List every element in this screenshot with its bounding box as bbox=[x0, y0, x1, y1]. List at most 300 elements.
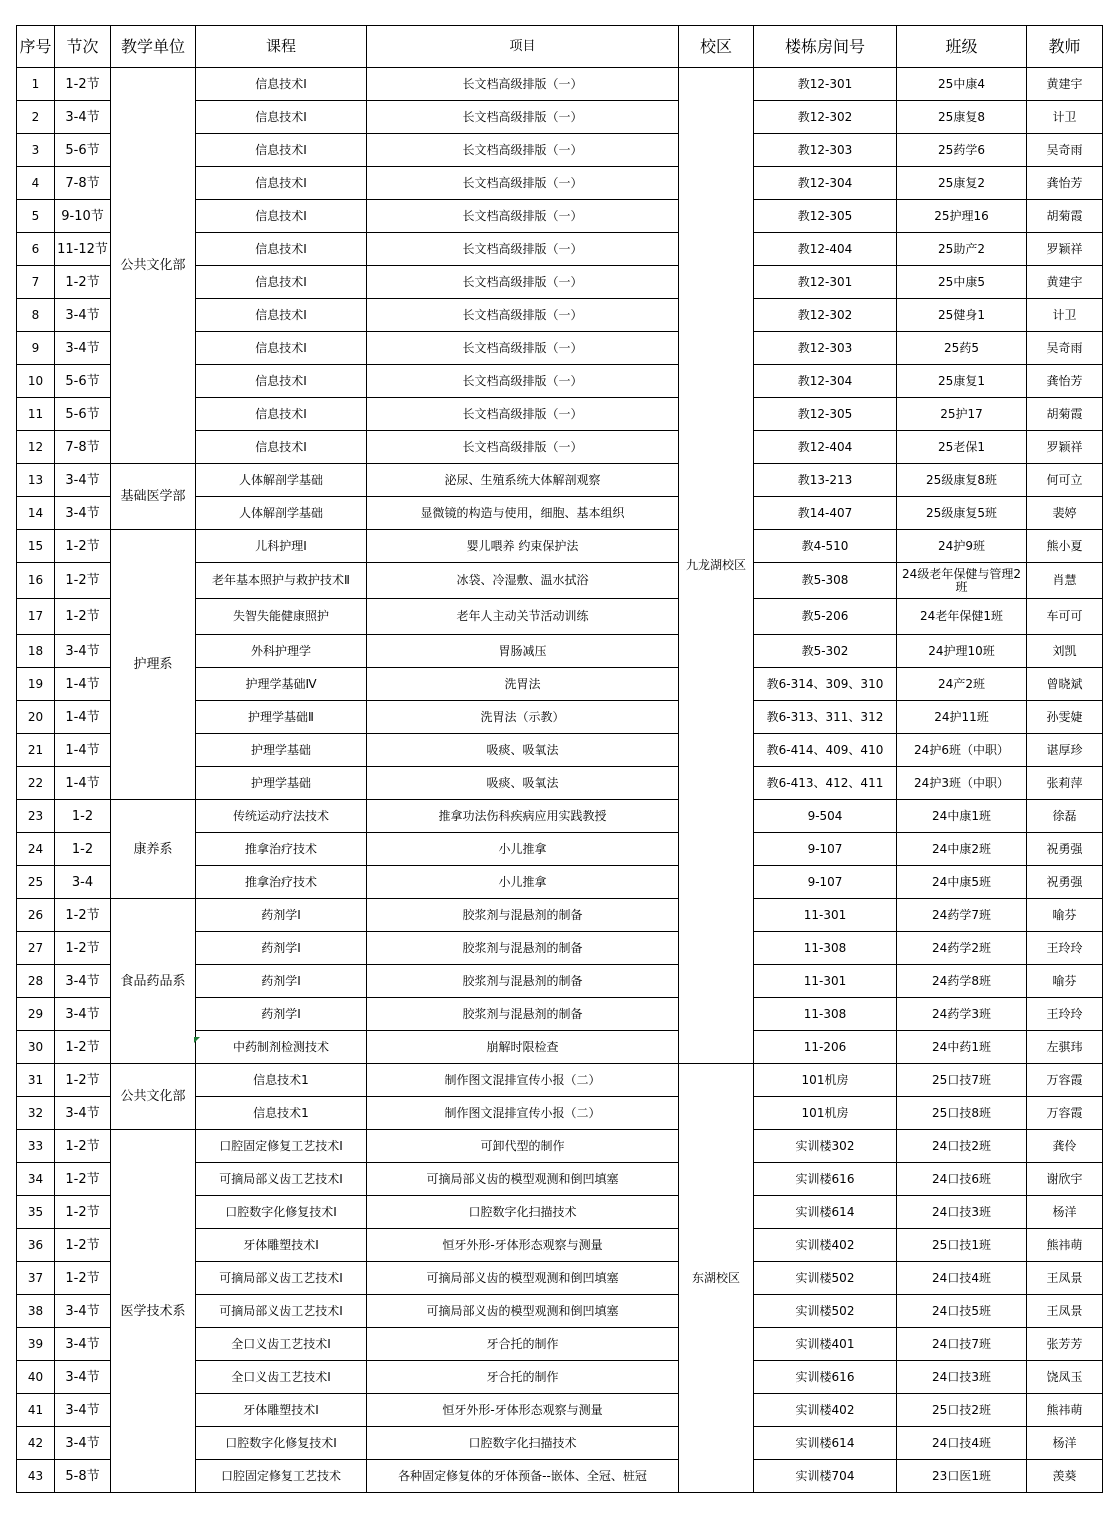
room-cell: 教12-305 bbox=[754, 398, 897, 431]
project-cell: 牙合托的制作 bbox=[367, 1361, 679, 1394]
teacher-cell: 刘凯 bbox=[1027, 635, 1103, 668]
course-cell: 信息技术Ⅰ bbox=[196, 167, 367, 200]
teacher-cell: 张莉萍 bbox=[1027, 767, 1103, 800]
period-cell: 3-4节 bbox=[55, 101, 111, 134]
period-cell: 3-4节 bbox=[55, 332, 111, 365]
project-cell: 长文档高级排版（一） bbox=[367, 299, 679, 332]
period-cell: 1-4节 bbox=[55, 734, 111, 767]
header-campus: 校区 bbox=[679, 26, 754, 68]
header-period: 节次 bbox=[55, 26, 111, 68]
period-cell: 1-2节 bbox=[55, 1196, 111, 1229]
period-cell: 3-4节 bbox=[55, 998, 111, 1031]
unit-cell: 护理系 bbox=[111, 530, 196, 800]
course-cell: 信息技术Ⅰ bbox=[196, 398, 367, 431]
period-cell: 9-10节 bbox=[55, 200, 111, 233]
project-cell: 可摘局部义齿的模型观测和倒凹填塞 bbox=[367, 1295, 679, 1328]
class-cell: 24中康2班 bbox=[897, 833, 1027, 866]
header-no: 序号 bbox=[17, 26, 55, 68]
room-cell: 101机房 bbox=[754, 1064, 897, 1097]
class-cell: 25中康5 bbox=[897, 266, 1027, 299]
project-cell: 显微镜的构造与使用，细胞、基本组织 bbox=[367, 497, 679, 530]
row-number: 20 bbox=[17, 701, 55, 734]
course-cell: 儿科护理I bbox=[196, 530, 367, 563]
class-cell: 24口技4班 bbox=[897, 1427, 1027, 1460]
period-cell: 1-2节 bbox=[55, 1163, 111, 1196]
teacher-cell: 吴奇雨 bbox=[1027, 332, 1103, 365]
room-cell: 实训楼402 bbox=[754, 1229, 897, 1262]
project-cell: 制作图文混排宣传小报（二） bbox=[367, 1064, 679, 1097]
project-cell: 长文档高级排版（一） bbox=[367, 200, 679, 233]
class-cell: 24中康5班 bbox=[897, 866, 1027, 899]
row-number: 11 bbox=[17, 398, 55, 431]
room-cell: 101机房 bbox=[754, 1097, 897, 1130]
teacher-cell: 羡葵 bbox=[1027, 1460, 1103, 1493]
period-cell: 1-4节 bbox=[55, 767, 111, 800]
period-cell: 1-2节 bbox=[55, 1262, 111, 1295]
teacher-cell: 龚怡芳 bbox=[1027, 167, 1103, 200]
course-cell: 全口义齿工艺技术I bbox=[196, 1361, 367, 1394]
period-cell: 1-4节 bbox=[55, 701, 111, 734]
period-cell: 1-2节 bbox=[55, 1130, 111, 1163]
row-number: 30 bbox=[17, 1031, 55, 1064]
project-cell: 口腔数字化扫描技术 bbox=[367, 1196, 679, 1229]
table-row bbox=[17, 1130, 1103, 1163]
teacher-cell: 熊小夏 bbox=[1027, 530, 1103, 563]
teacher-cell: 万容霞 bbox=[1027, 1097, 1103, 1130]
teacher-cell: 杨洋 bbox=[1027, 1427, 1103, 1460]
course-cell: 老年基本照护与救护技术Ⅱ bbox=[196, 563, 367, 599]
period-cell: 3-4节 bbox=[55, 1361, 111, 1394]
row-number: 38 bbox=[17, 1295, 55, 1328]
course-cell: 信息技术Ⅰ bbox=[196, 365, 367, 398]
course-cell: 牙体雕塑技术I bbox=[196, 1394, 367, 1427]
period-cell: 3-4 bbox=[55, 866, 111, 899]
course-cell: 失智失能健康照护 bbox=[196, 599, 367, 635]
course-cell: 人体解剖学基础 bbox=[196, 497, 367, 530]
class-cell: 24药学3班 bbox=[897, 998, 1027, 1031]
project-cell: 洗胃法 bbox=[367, 668, 679, 701]
header-teacher: 教师 bbox=[1027, 26, 1103, 68]
period-cell: 1-2节 bbox=[55, 68, 111, 101]
campus-cell: 九龙湖校区 bbox=[679, 68, 754, 1064]
project-cell: 老年人主动关节活动训练 bbox=[367, 599, 679, 635]
room-cell: 实训楼614 bbox=[754, 1196, 897, 1229]
class-cell: 25口技2班 bbox=[897, 1394, 1027, 1427]
project-cell: 推拿功法伤科疾病应用实践教授 bbox=[367, 800, 679, 833]
row-number: 13 bbox=[17, 464, 55, 497]
teacher-cell: 黄建宇 bbox=[1027, 266, 1103, 299]
period-cell: 3-4节 bbox=[55, 1427, 111, 1460]
course-cell: 药剂学I bbox=[196, 998, 367, 1031]
header-room: 楼栋房间号 bbox=[754, 26, 897, 68]
course-cell: 药剂学I bbox=[196, 965, 367, 998]
class-cell: 25级康复8班 bbox=[897, 464, 1027, 497]
course-cell: 信息技术1 bbox=[196, 1064, 367, 1097]
row-number: 39 bbox=[17, 1328, 55, 1361]
row-number: 7 bbox=[17, 266, 55, 299]
teacher-cell: 黄建宇 bbox=[1027, 68, 1103, 101]
room-cell: 教13-213 bbox=[754, 464, 897, 497]
period-cell: 3-4节 bbox=[55, 464, 111, 497]
room-cell: 教12-404 bbox=[754, 431, 897, 464]
class-cell: 25健身1 bbox=[897, 299, 1027, 332]
table-row bbox=[17, 464, 1103, 497]
course-cell: 可摘局部义齿工艺技术I bbox=[196, 1295, 367, 1328]
room-cell: 教12-302 bbox=[754, 101, 897, 134]
project-cell: 牙合托的制作 bbox=[367, 1328, 679, 1361]
row-number: 33 bbox=[17, 1130, 55, 1163]
class-cell: 24级老年保健与管理2班 bbox=[897, 563, 1027, 599]
project-cell: 长文档高级排版（一） bbox=[367, 431, 679, 464]
class-cell: 25口技7班 bbox=[897, 1064, 1027, 1097]
project-cell: 长文档高级排版（一） bbox=[367, 233, 679, 266]
class-cell: 23口医1班 bbox=[897, 1460, 1027, 1493]
class-cell: 24口技7班 bbox=[897, 1328, 1027, 1361]
period-cell: 3-4节 bbox=[55, 635, 111, 668]
row-number: 23 bbox=[17, 800, 55, 833]
row-number: 1 bbox=[17, 68, 55, 101]
room-cell: 实训楼402 bbox=[754, 1394, 897, 1427]
course-cell: 信息技术Ⅰ bbox=[196, 431, 367, 464]
room-cell: 实训楼502 bbox=[754, 1262, 897, 1295]
course-cell: 信息技术Ⅰ bbox=[196, 101, 367, 134]
room-cell: 实训楼401 bbox=[754, 1328, 897, 1361]
project-cell: 胶浆剂与混悬剂的制备 bbox=[367, 965, 679, 998]
teacher-cell: 罗颖祥 bbox=[1027, 431, 1103, 464]
teacher-cell: 熊祎萌 bbox=[1027, 1229, 1103, 1262]
room-cell: 教5-308 bbox=[754, 563, 897, 599]
class-cell: 25口技8班 bbox=[897, 1097, 1027, 1130]
unit-cell: 公共文化部 bbox=[111, 68, 196, 464]
project-cell: 可卸代型的制作 bbox=[367, 1130, 679, 1163]
period-cell: 1-2节 bbox=[55, 1064, 111, 1097]
teacher-cell: 孙雯婕 bbox=[1027, 701, 1103, 734]
row-number: 25 bbox=[17, 866, 55, 899]
table-row bbox=[17, 899, 1103, 932]
row-number: 27 bbox=[17, 932, 55, 965]
project-cell: 小儿推拿 bbox=[367, 833, 679, 866]
course-cell: 护理学基础 bbox=[196, 734, 367, 767]
unit-cell: 康养系 bbox=[111, 800, 196, 899]
class-cell: 25中康4 bbox=[897, 68, 1027, 101]
row-number: 9 bbox=[17, 332, 55, 365]
class-cell: 25药学6 bbox=[897, 134, 1027, 167]
period-cell: 3-4节 bbox=[55, 1328, 111, 1361]
course-cell: 中药制剂检测技术 bbox=[196, 1031, 367, 1064]
room-cell: 11-308 bbox=[754, 998, 897, 1031]
course-cell: 信息技术Ⅰ bbox=[196, 299, 367, 332]
project-cell: 长文档高级排版（一） bbox=[367, 101, 679, 134]
course-cell: 信息技术Ⅰ bbox=[196, 200, 367, 233]
project-cell: 胶浆剂与混悬剂的制备 bbox=[367, 932, 679, 965]
teacher-cell: 谌厚珍 bbox=[1027, 734, 1103, 767]
teacher-cell: 王玲玲 bbox=[1027, 998, 1103, 1031]
room-cell: 教12-301 bbox=[754, 68, 897, 101]
class-cell: 24口技3班 bbox=[897, 1361, 1027, 1394]
course-cell: 信息技术Ⅰ bbox=[196, 332, 367, 365]
course-cell: 信息技术1 bbox=[196, 1097, 367, 1130]
project-cell: 胶浆剂与混悬剂的制备 bbox=[367, 899, 679, 932]
project-cell: 泌尿、生殖系统大体解剖观察 bbox=[367, 464, 679, 497]
period-cell: 1-2节 bbox=[55, 599, 111, 635]
teacher-cell: 龚怡芳 bbox=[1027, 365, 1103, 398]
class-cell: 24护6班（中职） bbox=[897, 734, 1027, 767]
teacher-cell: 何可立 bbox=[1027, 464, 1103, 497]
table-row bbox=[17, 68, 1103, 101]
campus-cell: 东湖校区 bbox=[679, 1064, 754, 1493]
project-cell: 长文档高级排版（一） bbox=[367, 167, 679, 200]
class-cell: 24老年保健1班 bbox=[897, 599, 1027, 635]
cell-comment-marker bbox=[194, 1037, 200, 1043]
class-cell: 25康复1 bbox=[897, 365, 1027, 398]
project-cell: 胃肠减压 bbox=[367, 635, 679, 668]
course-cell: 药剂学I bbox=[196, 932, 367, 965]
period-cell: 1-2节 bbox=[55, 1229, 111, 1262]
course-cell: 推拿治疗技术 bbox=[196, 866, 367, 899]
period-cell: 5-6节 bbox=[55, 365, 111, 398]
room-cell: 教12-301 bbox=[754, 266, 897, 299]
header-class: 班级 bbox=[897, 26, 1027, 68]
teacher-cell: 裴婷 bbox=[1027, 497, 1103, 530]
row-number: 36 bbox=[17, 1229, 55, 1262]
row-number: 42 bbox=[17, 1427, 55, 1460]
header-unit: 教学单位 bbox=[111, 26, 196, 68]
table-row bbox=[17, 530, 1103, 563]
course-cell: 护理学基础Ⅳ bbox=[196, 668, 367, 701]
course-cell: 信息技术Ⅰ bbox=[196, 233, 367, 266]
table-row bbox=[17, 1064, 1103, 1097]
room-cell: 11-206 bbox=[754, 1031, 897, 1064]
room-cell: 教12-302 bbox=[754, 299, 897, 332]
course-cell: 推拿治疗技术 bbox=[196, 833, 367, 866]
class-cell: 25口技1班 bbox=[897, 1229, 1027, 1262]
teacher-cell: 王玲玲 bbox=[1027, 932, 1103, 965]
row-number: 4 bbox=[17, 167, 55, 200]
room-cell: 教6-413、412、411 bbox=[754, 767, 897, 800]
project-cell: 冰袋、冷湿敷、温水拭浴 bbox=[367, 563, 679, 599]
room-cell: 实训楼704 bbox=[754, 1460, 897, 1493]
teacher-cell: 祝勇强 bbox=[1027, 866, 1103, 899]
teacher-cell: 万容霞 bbox=[1027, 1064, 1103, 1097]
teacher-cell: 饶凤玉 bbox=[1027, 1361, 1103, 1394]
period-cell: 3-4节 bbox=[55, 1097, 111, 1130]
course-cell: 可摘局部义齿工艺技术I bbox=[196, 1262, 367, 1295]
course-cell: 传统运动疗法技术 bbox=[196, 800, 367, 833]
project-cell: 制作图文混排宣传小报（二） bbox=[367, 1097, 679, 1130]
teacher-cell: 张芳芳 bbox=[1027, 1328, 1103, 1361]
teacher-cell: 徐磊 bbox=[1027, 800, 1103, 833]
period-cell: 1-2 bbox=[55, 833, 111, 866]
teacher-cell: 喻芬 bbox=[1027, 899, 1103, 932]
room-cell: 实训楼502 bbox=[754, 1295, 897, 1328]
project-cell: 长文档高级排版（一） bbox=[367, 68, 679, 101]
class-cell: 25助产2 bbox=[897, 233, 1027, 266]
period-cell: 7-8节 bbox=[55, 167, 111, 200]
row-number: 15 bbox=[17, 530, 55, 563]
room-cell: 教6-414、409、410 bbox=[754, 734, 897, 767]
class-cell: 24口技6班 bbox=[897, 1163, 1027, 1196]
project-cell: 长文档高级排版（一） bbox=[367, 398, 679, 431]
period-cell: 3-4节 bbox=[55, 1394, 111, 1427]
project-cell: 口腔数字化扫描技术 bbox=[367, 1427, 679, 1460]
row-number: 35 bbox=[17, 1196, 55, 1229]
class-cell: 24口技3班 bbox=[897, 1196, 1027, 1229]
project-cell: 长文档高级排版（一） bbox=[367, 266, 679, 299]
period-cell: 7-8节 bbox=[55, 431, 111, 464]
teacher-cell: 计卫 bbox=[1027, 101, 1103, 134]
room-cell: 11-301 bbox=[754, 965, 897, 998]
row-number: 24 bbox=[17, 833, 55, 866]
row-number: 41 bbox=[17, 1394, 55, 1427]
room-cell: 教12-404 bbox=[754, 233, 897, 266]
room-cell: 11-308 bbox=[754, 932, 897, 965]
period-cell: 3-4节 bbox=[55, 299, 111, 332]
project-cell: 各种固定修复体的牙体预备--嵌体、全冠、桩冠 bbox=[367, 1460, 679, 1493]
room-cell: 实训楼616 bbox=[754, 1163, 897, 1196]
class-cell: 24护3班（中职） bbox=[897, 767, 1027, 800]
row-number: 5 bbox=[17, 200, 55, 233]
teacher-cell: 胡菊霞 bbox=[1027, 398, 1103, 431]
room-cell: 教6-314、309、310 bbox=[754, 668, 897, 701]
period-cell: 3-4节 bbox=[55, 497, 111, 530]
room-cell: 11-301 bbox=[754, 899, 897, 932]
project-cell: 吸痰、吸氧法 bbox=[367, 767, 679, 800]
teacher-cell: 肖慧 bbox=[1027, 563, 1103, 599]
room-cell: 教6-313、311、312 bbox=[754, 701, 897, 734]
course-cell: 牙体雕塑技术I bbox=[196, 1229, 367, 1262]
table-row bbox=[17, 800, 1103, 833]
teacher-cell: 王凤景 bbox=[1027, 1295, 1103, 1328]
teacher-cell: 祝勇强 bbox=[1027, 833, 1103, 866]
class-cell: 24护11班 bbox=[897, 701, 1027, 734]
row-number: 34 bbox=[17, 1163, 55, 1196]
row-number: 22 bbox=[17, 767, 55, 800]
room-cell: 教5-206 bbox=[754, 599, 897, 635]
class-cell: 24口技4班 bbox=[897, 1262, 1027, 1295]
room-cell: 实训楼616 bbox=[754, 1361, 897, 1394]
period-cell: 1-2节 bbox=[55, 899, 111, 932]
row-number: 8 bbox=[17, 299, 55, 332]
row-number: 6 bbox=[17, 233, 55, 266]
course-cell: 药剂学I bbox=[196, 899, 367, 932]
project-cell: 崩解时限检查 bbox=[367, 1031, 679, 1064]
row-number: 32 bbox=[17, 1097, 55, 1130]
course-cell: 人体解剖学基础 bbox=[196, 464, 367, 497]
row-number: 18 bbox=[17, 635, 55, 668]
room-cell: 9-504 bbox=[754, 800, 897, 833]
course-cell: 口腔固定修复工艺技术 bbox=[196, 1460, 367, 1493]
period-cell: 1-2节 bbox=[55, 530, 111, 563]
row-number: 16 bbox=[17, 563, 55, 599]
room-cell: 教14-407 bbox=[754, 497, 897, 530]
class-cell: 24产2班 bbox=[897, 668, 1027, 701]
unit-cell: 医学技术系 bbox=[111, 1130, 196, 1493]
course-cell: 护理学基础Ⅱ bbox=[196, 701, 367, 734]
class-cell: 25护理16 bbox=[897, 200, 1027, 233]
class-cell: 25康复2 bbox=[897, 167, 1027, 200]
row-number: 28 bbox=[17, 965, 55, 998]
row-number: 21 bbox=[17, 734, 55, 767]
row-number: 14 bbox=[17, 497, 55, 530]
period-cell: 1-2 bbox=[55, 800, 111, 833]
teacher-cell: 计卫 bbox=[1027, 299, 1103, 332]
row-number: 2 bbox=[17, 101, 55, 134]
header-project: 项目 bbox=[367, 26, 679, 68]
project-cell: 可摘局部义齿的模型观测和倒凹填塞 bbox=[367, 1163, 679, 1196]
project-cell: 洗胃法（示教） bbox=[367, 701, 679, 734]
period-cell: 3-4节 bbox=[55, 1295, 111, 1328]
course-cell: 可摘局部义齿工艺技术I bbox=[196, 1163, 367, 1196]
room-cell: 教12-303 bbox=[754, 134, 897, 167]
course-cell: 信息技术Ⅰ bbox=[196, 266, 367, 299]
period-cell: 1-2节 bbox=[55, 266, 111, 299]
teacher-cell: 王凤景 bbox=[1027, 1262, 1103, 1295]
row-number: 40 bbox=[17, 1361, 55, 1394]
teacher-cell: 胡菊霞 bbox=[1027, 200, 1103, 233]
row-number: 19 bbox=[17, 668, 55, 701]
class-cell: 24护理10班 bbox=[897, 635, 1027, 668]
room-cell: 教12-304 bbox=[754, 365, 897, 398]
teacher-cell: 曾晓斌 bbox=[1027, 668, 1103, 701]
class-cell: 24中药1班 bbox=[897, 1031, 1027, 1064]
period-cell: 5-6节 bbox=[55, 398, 111, 431]
row-number: 26 bbox=[17, 899, 55, 932]
row-number: 17 bbox=[17, 599, 55, 635]
row-number: 3 bbox=[17, 134, 55, 167]
project-cell: 婴儿喂养 约束保护法 bbox=[367, 530, 679, 563]
course-cell: 全口义齿工艺技术I bbox=[196, 1328, 367, 1361]
period-cell: 5-6节 bbox=[55, 134, 111, 167]
teacher-cell: 杨洋 bbox=[1027, 1196, 1103, 1229]
period-cell: 3-4节 bbox=[55, 965, 111, 998]
row-number: 37 bbox=[17, 1262, 55, 1295]
project-cell: 恒牙外形-牙体形态观察与测量 bbox=[367, 1229, 679, 1262]
room-cell: 教5-302 bbox=[754, 635, 897, 668]
period-cell: 1-2节 bbox=[55, 1031, 111, 1064]
project-cell: 吸痰、吸氧法 bbox=[367, 734, 679, 767]
room-cell: 教4-510 bbox=[754, 530, 897, 563]
project-cell: 恒牙外形-牙体形态观察与测量 bbox=[367, 1394, 679, 1427]
row-number: 31 bbox=[17, 1064, 55, 1097]
unit-cell: 基础医学部 bbox=[111, 464, 196, 530]
class-cell: 24口技5班 bbox=[897, 1295, 1027, 1328]
row-number: 29 bbox=[17, 998, 55, 1031]
class-cell: 25康复8 bbox=[897, 101, 1027, 134]
teacher-cell: 车可可 bbox=[1027, 599, 1103, 635]
period-cell: 1-2节 bbox=[55, 563, 111, 599]
course-cell: 口腔固定修复工艺技术I bbox=[196, 1130, 367, 1163]
period-cell: 11-12节 bbox=[55, 233, 111, 266]
period-cell: 1-2节 bbox=[55, 932, 111, 965]
teacher-cell: 谢欣宇 bbox=[1027, 1163, 1103, 1196]
row-number: 12 bbox=[17, 431, 55, 464]
teacher-cell: 罗颖祥 bbox=[1027, 233, 1103, 266]
class-cell: 24中康1班 bbox=[897, 800, 1027, 833]
class-cell: 24药学7班 bbox=[897, 899, 1027, 932]
course-cell: 外科护理学 bbox=[196, 635, 367, 668]
teacher-cell: 熊祎萌 bbox=[1027, 1394, 1103, 1427]
row-number: 10 bbox=[17, 365, 55, 398]
course-cell: 护理学基础 bbox=[196, 767, 367, 800]
unit-cell: 公共文化部 bbox=[111, 1064, 196, 1130]
teacher-cell: 左骐玮 bbox=[1027, 1031, 1103, 1064]
teacher-cell: 吴奇雨 bbox=[1027, 134, 1103, 167]
class-cell: 24护9班 bbox=[897, 530, 1027, 563]
project-cell: 长文档高级排版（一） bbox=[367, 134, 679, 167]
room-cell: 9-107 bbox=[754, 833, 897, 866]
period-cell: 1-4节 bbox=[55, 668, 111, 701]
schedule-table bbox=[16, 25, 1103, 1493]
